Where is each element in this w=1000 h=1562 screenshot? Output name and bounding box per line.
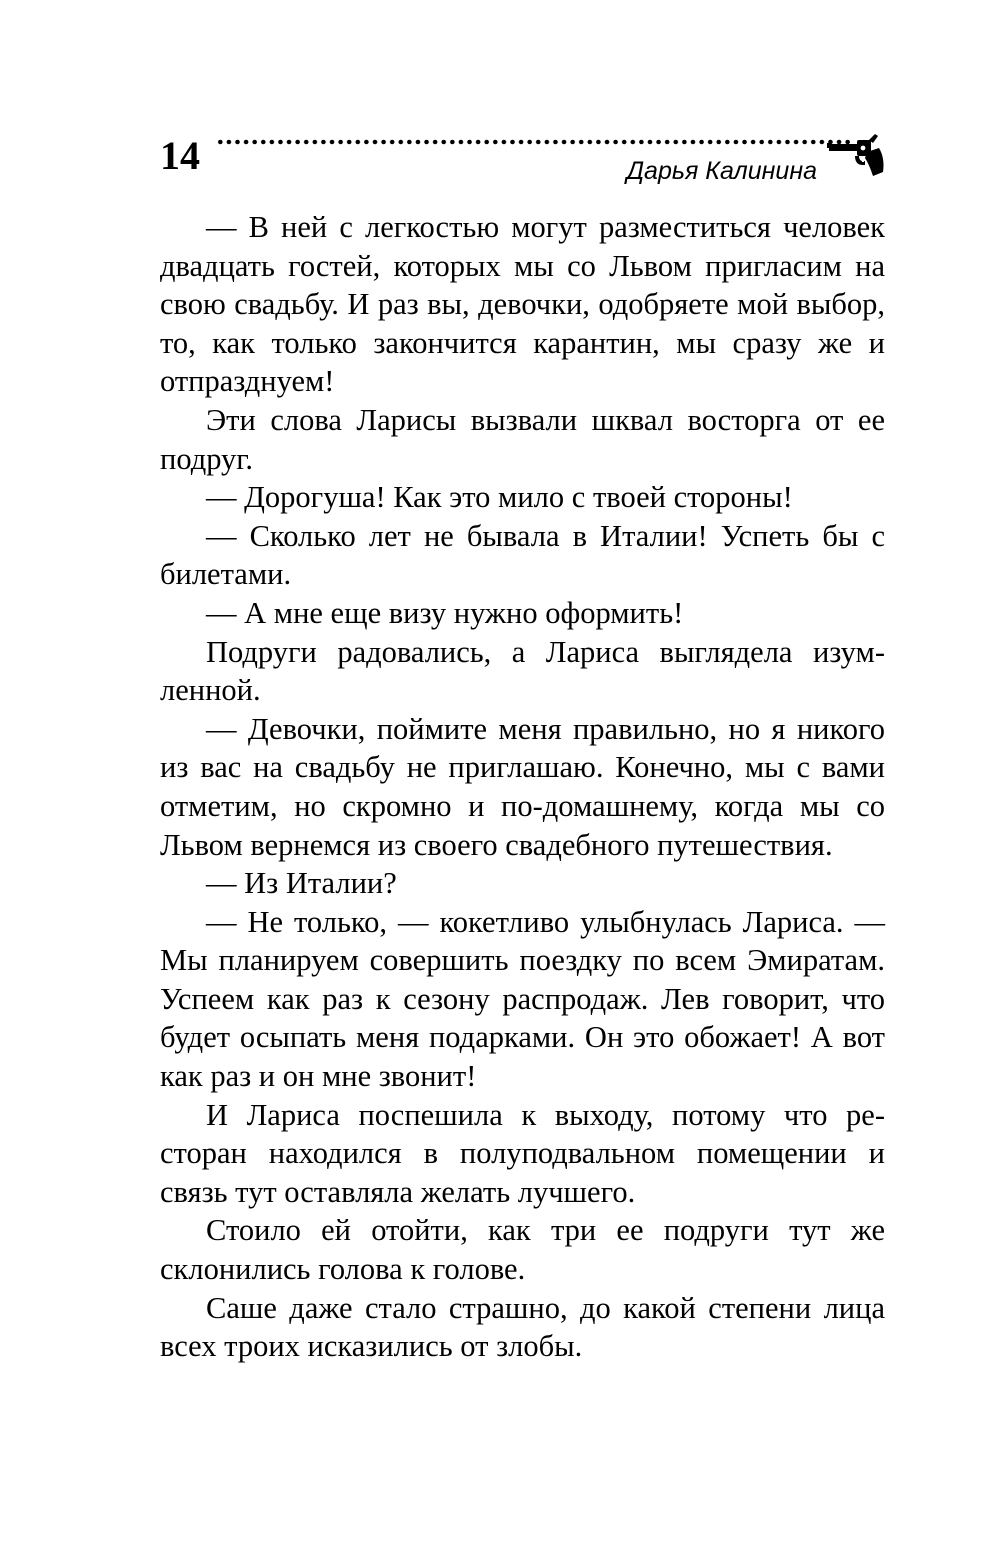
paragraph: — А мне еще визу нужно оформить! <box>206 595 684 630</box>
paragraph: — Девочки, поймите меня правильно, но я никого из вас на свадьбу не приглашаю. Конечно, мы с вами отметим, но скромно и по-домашнему, когда мы со Львом вернемся из своего свадебного путешествия. <box>160 711 885 862</box>
paragraph: Стоило ей отойти, как три ее подруги тут же склонились голова к голове. <box>160 1213 885 1287</box>
page-number: 14 <box>160 133 200 178</box>
paragraph: Саше даже стало страшно, до какой степени лица всех троих исказились от злобы. <box>160 1290 885 1364</box>
paragraph: Эти слова Ларисы вызвали шквал восторга от ее подруг. <box>160 402 885 476</box>
running-header <box>160 128 885 188</box>
paragraph: Подруги радовались, а Лариса выглядела изумленной. <box>160 634 885 708</box>
revolver-icon <box>827 132 885 178</box>
paragraph: — Из Италии? <box>206 866 397 901</box>
author-name: Дарья Калинина <box>626 157 817 185</box>
paragraph: — Не только, — кокетливо улыбнулась Лариса. — Мы планируем совершить поездку по всем Эмиратам. Успеем как раз к сезону распродаж. Лев говорит, что будет осыпать меня подарками. Он это обожает! А вот как раз и он мне звонит! <box>160 904 885 1094</box>
paragraph: И Лариса поспешила к выходу, потому что ресторан находился в полуподвальном помещении и связь тут оставляла желать лучшего. <box>160 1097 885 1209</box>
paragraph: — Сколько лет не бывала в Италии! Успеть бы с билетами. <box>160 518 885 592</box>
paragraph: — Дорогуша! Как это мило с твоей стороны! <box>206 480 793 515</box>
paragraph: — В ней с легкостью могут разместиться человек двадцать гостей, которых мы со Львом пригласим на свою свадьбу. И раз вы, девочки, одобряете мой выбор, то, как только закончится карантин, мы сразу же и отпразднуем! <box>160 210 885 399</box>
body-text <box>160 208 885 1366</box>
dotted-rule <box>216 137 852 147</box>
